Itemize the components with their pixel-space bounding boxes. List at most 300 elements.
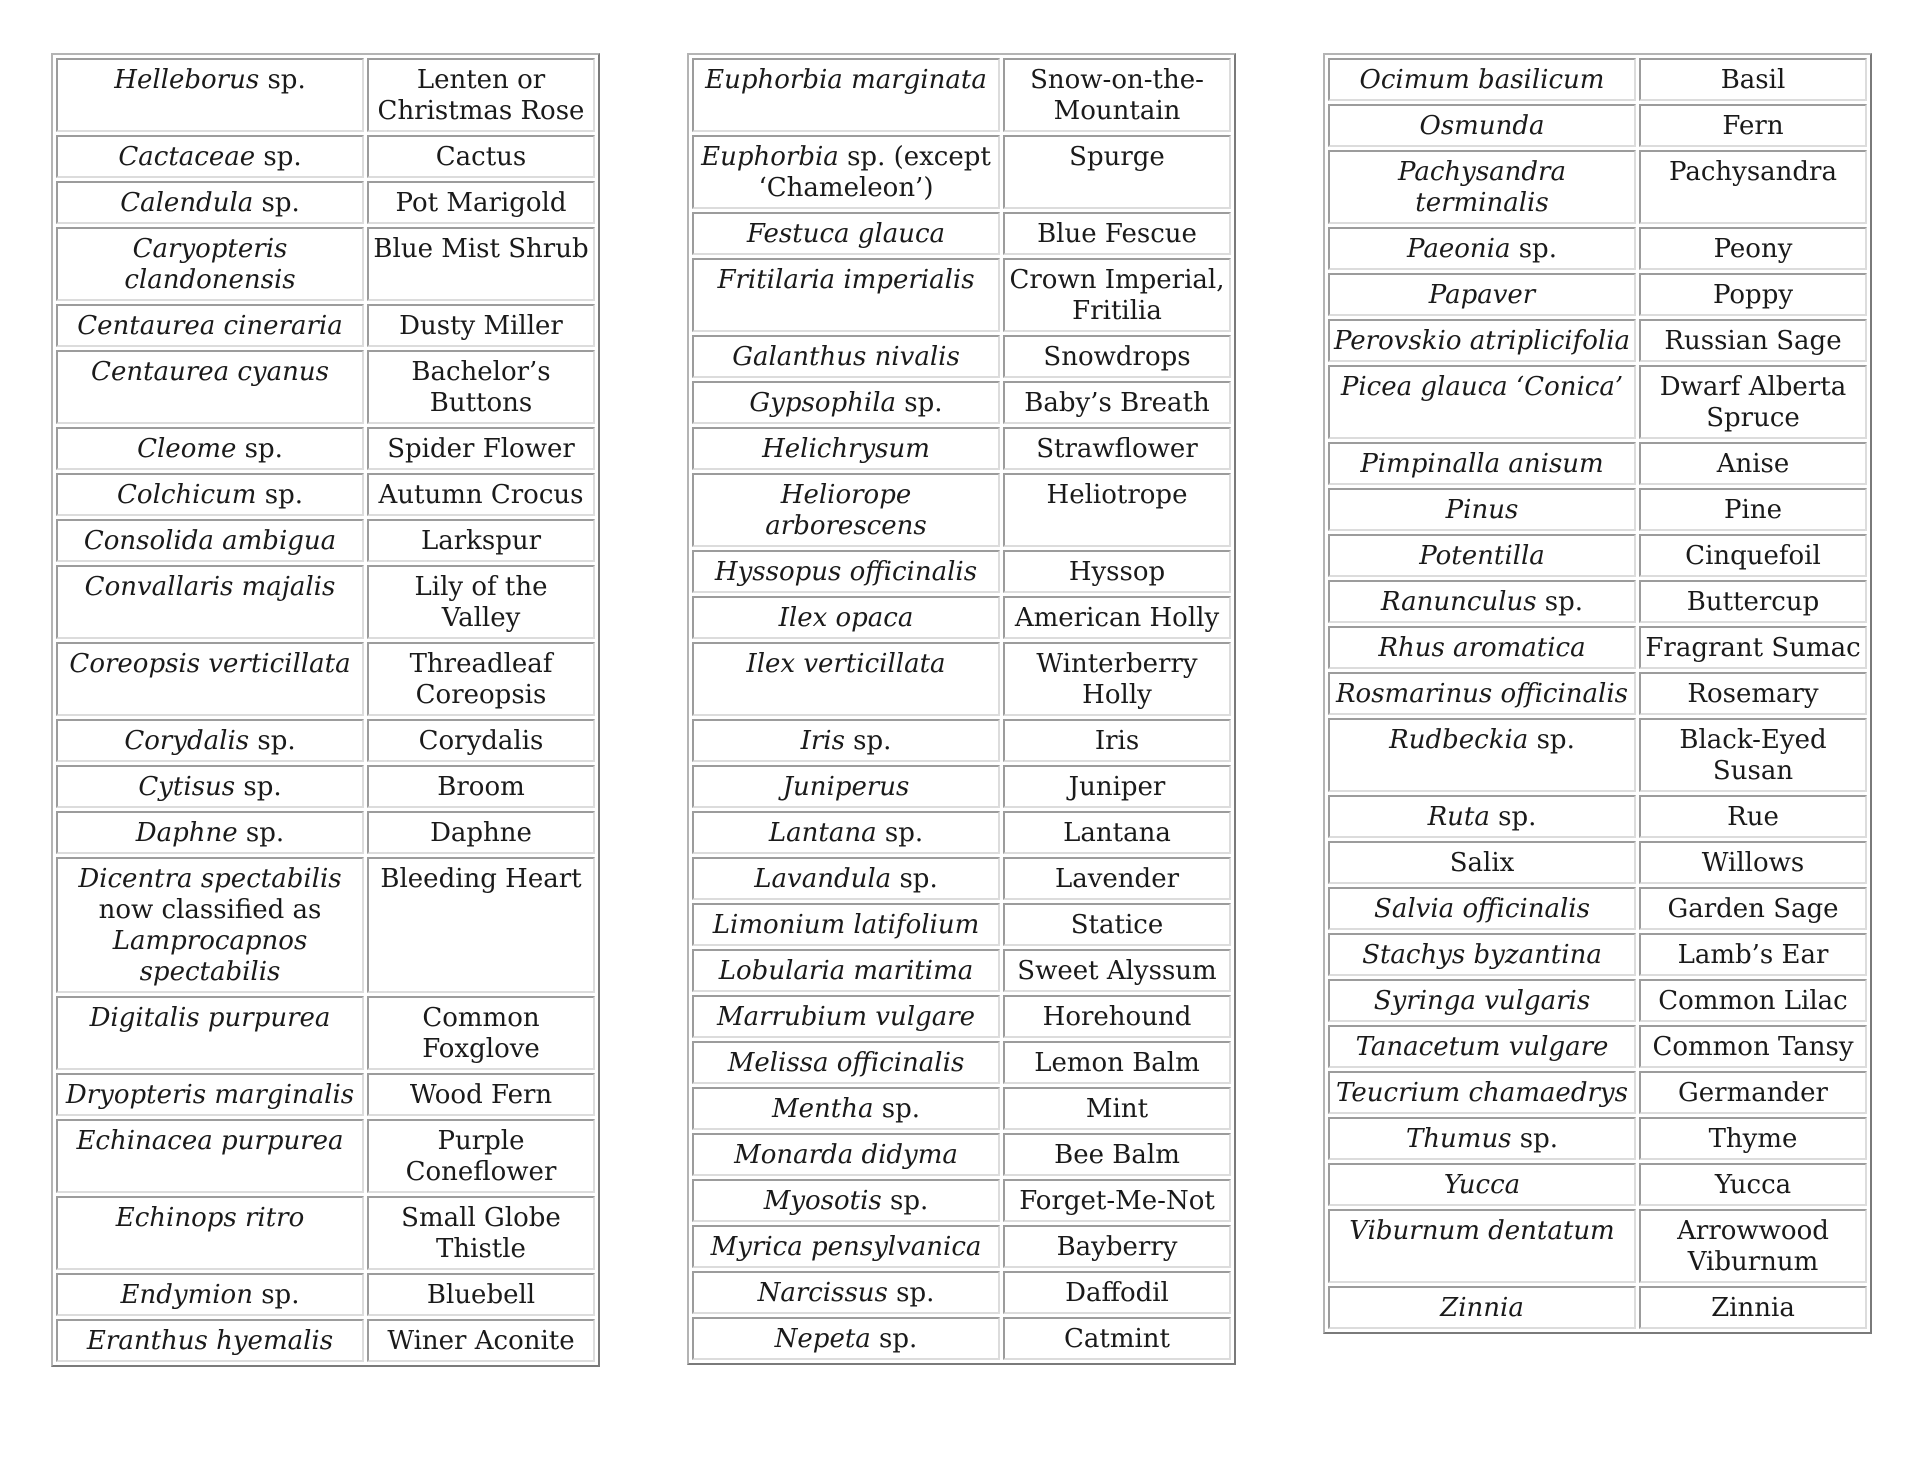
table-row	[56, 1319, 595, 1362]
table-row	[56, 350, 595, 424]
scientific-name: Ranunculus	[1380, 587, 1537, 617]
table-row	[1328, 488, 1867, 531]
scientific-name-cell	[692, 1179, 1000, 1222]
scientific-name-cell	[692, 212, 1000, 255]
table-row	[692, 381, 1231, 424]
scientific-name: Iris	[800, 726, 845, 756]
common-name-cell: Crown Imperial, Fritilia	[1003, 258, 1231, 332]
common-name-cell: Bluebell	[367, 1273, 595, 1316]
scientific-name-suffix: sp.	[236, 434, 283, 464]
scientific-name-cell	[692, 1317, 1000, 1360]
scientific-name: Paeonia	[1407, 234, 1511, 264]
scientific-name-suffix: sp.	[256, 480, 303, 510]
scientific-name: Myosotis	[763, 1186, 882, 1216]
common-name-cell: Heliotrope	[1003, 473, 1231, 547]
scientific-name: Euphorbia	[701, 142, 839, 172]
scientific-name: Potentilla	[1419, 541, 1545, 571]
table-row	[692, 995, 1231, 1038]
table-row	[56, 857, 595, 993]
scientific-name-cell	[692, 381, 1000, 424]
common-name-cell: Horehound	[1003, 995, 1231, 1038]
common-name-cell: Autumn Crocus	[367, 473, 595, 516]
scientific-name-suffix: sp.	[235, 772, 282, 802]
common-name-cell: Juniper	[1003, 765, 1231, 808]
common-name-cell: Lamb’s Ear	[1639, 933, 1867, 976]
table-row	[692, 58, 1231, 132]
table-row	[56, 996, 595, 1070]
common-name-cell: Fragrant Sumac	[1639, 626, 1867, 669]
scientific-name-cell	[56, 304, 364, 347]
table-row	[692, 1271, 1231, 1314]
scientific-name-suffix: sp.	[891, 864, 938, 894]
scientific-name: Convallaris majalis	[84, 572, 336, 602]
table-row	[1328, 1117, 1867, 1160]
common-name-cell: Poppy	[1639, 273, 1867, 316]
scientific-name-cell	[56, 642, 364, 716]
scientific-name-cell	[692, 765, 1000, 808]
table-row	[692, 719, 1231, 762]
scientific-name-cell	[692, 258, 1000, 332]
scientific-name: Corydalis	[124, 726, 250, 756]
common-name-cell: Blue Fescue	[1003, 212, 1231, 255]
scientific-name-suffix: sp.	[873, 1094, 920, 1124]
scientific-name-cell	[1328, 58, 1636, 101]
scientific-name-suffix: sp.	[1536, 587, 1584, 617]
scientific-name-cell	[692, 1271, 1000, 1314]
scientific-name-suffix: sp.	[876, 818, 924, 848]
scientific-name-suffix: sp.	[1528, 725, 1575, 755]
table-row	[56, 765, 595, 808]
table-row	[692, 1225, 1231, 1268]
scientific-name: Euphorbia marginata	[705, 65, 987, 95]
table-row	[692, 765, 1231, 808]
common-name-cell: Lily of the Valley	[367, 565, 595, 639]
scientific-name-cell	[692, 811, 1000, 854]
common-name-cell: Iris	[1003, 719, 1231, 762]
scientific-name: Stachys byzantina	[1362, 940, 1602, 970]
common-name-cell: Garden Sage	[1639, 887, 1867, 930]
common-name-cell: Larkspur	[367, 519, 595, 562]
scientific-name: Pinus	[1445, 495, 1519, 525]
common-name-cell: Basil	[1639, 58, 1867, 101]
table-row	[1328, 227, 1867, 270]
scientific-name-cell	[1328, 672, 1636, 715]
scientific-name: Centaurea cyanus	[91, 357, 329, 387]
table-row	[56, 719, 595, 762]
common-name-cell: Common Lilac	[1639, 979, 1867, 1022]
scientific-name-cell	[56, 765, 364, 808]
scientific-name: Gypsophila	[749, 388, 897, 418]
common-name-cell: Anise	[1639, 442, 1867, 485]
scientific-name-alternate: Lamprocapnos spectabilis	[112, 926, 308, 987]
scientific-name-cell	[56, 58, 364, 132]
scientific-name-suffix: sp.	[870, 1324, 918, 1354]
plant-table-right	[1323, 53, 1872, 1334]
table-row	[1328, 580, 1867, 623]
table-row	[1328, 626, 1867, 669]
scientific-name-suffix: sp. (except ‘Chameleon’)	[758, 142, 991, 203]
table-row	[1328, 1286, 1867, 1329]
scientific-name-suffix: sp.	[249, 726, 296, 756]
scientific-name-cell	[1328, 1163, 1636, 1206]
scientific-name-cell	[1328, 534, 1636, 577]
table-row	[692, 949, 1231, 992]
scientific-name-suffix: sp.	[259, 65, 306, 95]
table-row	[56, 1196, 595, 1270]
scientific-name: Heliorope arborescens	[765, 480, 927, 541]
table-row	[1328, 1025, 1867, 1068]
table-row	[692, 596, 1231, 639]
scientific-name: Mentha	[772, 1094, 874, 1124]
scientific-name-cell	[56, 719, 364, 762]
scientific-name: Consolida ambigua	[83, 526, 337, 556]
scientific-name: Salvia officinalis	[1374, 894, 1590, 924]
scientific-name-cell	[1328, 795, 1636, 838]
table-row	[692, 1317, 1231, 1360]
common-name-cell: Bee Balm	[1003, 1133, 1231, 1176]
table-row	[1328, 979, 1867, 1022]
scientific-name-cell	[1328, 150, 1636, 224]
table-row	[56, 519, 595, 562]
scientific-name: Narcissus	[757, 1278, 888, 1308]
common-name-cell: Purple Coneflower	[367, 1119, 595, 1193]
table-row	[1328, 933, 1867, 976]
scientific-name-cell	[1328, 933, 1636, 976]
common-name-cell: Fern	[1639, 104, 1867, 147]
common-name-cell: Cinquefoil	[1639, 534, 1867, 577]
table-row	[1328, 365, 1867, 439]
common-name-cell: Yucca	[1639, 1163, 1867, 1206]
scientific-name-cell	[692, 550, 1000, 593]
table-row	[1328, 319, 1867, 362]
scientific-name: Rudbeckia	[1389, 725, 1529, 755]
plant-table-left	[51, 53, 600, 1367]
scientific-name: Cytisus	[138, 772, 236, 802]
scientific-name-cell	[692, 473, 1000, 547]
common-name-cell: Wood Fern	[367, 1073, 595, 1116]
scientific-name-cell	[1328, 1025, 1636, 1068]
common-name-cell: Lantana	[1003, 811, 1231, 854]
common-name-cell: Daffodil	[1003, 1271, 1231, 1314]
scientific-name-cell	[56, 811, 364, 854]
scientific-name-cell	[1328, 1117, 1636, 1160]
scientific-name: Juniperus	[782, 772, 910, 802]
table-row	[1328, 150, 1867, 224]
scientific-name-cell	[692, 596, 1000, 639]
scientific-name-suffix: sp.	[844, 726, 892, 756]
plant-table-middle	[687, 53, 1236, 1365]
scientific-name: Ilex verticillata	[746, 649, 946, 679]
scientific-name-suffix: sp.	[887, 1278, 935, 1308]
table-row	[692, 1179, 1231, 1222]
common-name-cell: Broom	[367, 765, 595, 808]
table-row	[56, 1273, 595, 1316]
table-row	[56, 565, 595, 639]
table-row	[56, 427, 595, 470]
common-name-cell: Russian Sage	[1639, 319, 1867, 362]
scientific-name: Monarda didyma	[734, 1140, 958, 1170]
table-row	[1328, 442, 1867, 485]
scientific-name-cell	[1328, 1209, 1636, 1283]
scientific-name-cell	[1328, 273, 1636, 316]
common-name-cell: Pot Marigold	[367, 181, 595, 224]
common-name-cell: Snow-on-the-Mountain	[1003, 58, 1231, 132]
scientific-name: Festuca glauca	[746, 219, 946, 249]
common-name-cell: Rosemary	[1639, 672, 1867, 715]
scientific-name: Teucrium chamaedrys	[1336, 1078, 1628, 1108]
scientific-name-cell	[56, 1319, 364, 1362]
table-row	[56, 1119, 595, 1193]
scientific-name-cell	[692, 949, 1000, 992]
scientific-name-cell	[1328, 104, 1636, 147]
scientific-name-cell	[56, 350, 364, 424]
table-row	[692, 427, 1231, 470]
common-name-cell: Spurge	[1003, 135, 1231, 209]
scientific-name: Rhus aromatica	[1378, 633, 1586, 663]
scientific-name: Cleome	[137, 434, 237, 464]
table-row	[56, 227, 595, 301]
common-name-cell: Bayberry	[1003, 1225, 1231, 1268]
scientific-name-cell	[56, 1196, 364, 1270]
common-name-cell: Daphne	[367, 811, 595, 854]
scientific-name-cell	[56, 227, 364, 301]
table-row	[692, 550, 1231, 593]
scientific-name: Perovskio atriplicifolia	[1333, 326, 1631, 356]
table-row	[1328, 1163, 1867, 1206]
scientific-name: Endymion	[120, 1280, 253, 1310]
scientific-name-cell	[56, 565, 364, 639]
scientific-name: Nepeta	[774, 1324, 871, 1354]
scientific-name: Fritilaria imperialis	[717, 265, 975, 295]
common-name-cell: Bleeding Heart	[367, 857, 595, 993]
scientific-name-cell	[1328, 1071, 1636, 1114]
scientific-name-cell	[1328, 319, 1636, 362]
scientific-name-cell	[692, 642, 1000, 716]
common-name-cell: Thyme	[1639, 1117, 1867, 1160]
common-name-cell: Winterberry Holly	[1003, 642, 1231, 716]
common-name-cell: Threadleaf Coreopsis	[367, 642, 595, 716]
scientific-name: Eranthus hyemalis	[86, 1326, 334, 1356]
scientific-name: Syringa vulgaris	[1373, 986, 1591, 1016]
scientific-name: Calendula	[120, 188, 254, 218]
common-name-cell: Hyssop	[1003, 550, 1231, 593]
common-name-cell: Forget-Me-Not	[1003, 1179, 1231, 1222]
scientific-name: Melissa officinalis	[727, 1048, 965, 1078]
scientific-name-cell	[692, 995, 1000, 1038]
table-row	[1328, 58, 1867, 101]
scientific-name-cell	[56, 1073, 364, 1116]
scientific-name: Ruta	[1427, 802, 1490, 832]
scientific-name-cell	[692, 1133, 1000, 1176]
scientific-name-suffix: sp.	[255, 142, 302, 172]
common-name-cell: Winer Aconite	[367, 1319, 595, 1362]
common-name-cell: Peony	[1639, 227, 1867, 270]
scientific-name-cell	[692, 427, 1000, 470]
scientific-name-cell	[1328, 841, 1636, 884]
table-row	[1328, 672, 1867, 715]
scientific-name: Helleborus	[114, 65, 260, 95]
table-row	[56, 473, 595, 516]
scientific-name: Tanacetum vulgare	[1355, 1032, 1609, 1062]
common-name-cell: Pine	[1639, 488, 1867, 531]
scientific-name: Lavandula	[754, 864, 892, 894]
common-name-cell: Black-Eyed Susan	[1639, 718, 1867, 792]
common-name-cell: Willows	[1639, 841, 1867, 884]
table-row	[692, 135, 1231, 209]
table-row	[692, 903, 1231, 946]
table-row	[692, 473, 1231, 547]
scientific-name-cell	[56, 427, 364, 470]
scientific-name: Hyssopus officinalis	[714, 557, 978, 587]
common-name-cell: Zinnia	[1639, 1286, 1867, 1329]
table-row	[56, 304, 595, 347]
scientific-name: Zinnia	[1440, 1293, 1524, 1323]
scientific-name: Thumus	[1405, 1124, 1512, 1154]
common-name-cell: Cactus	[367, 135, 595, 178]
scientific-name: Ilex opaca	[778, 603, 914, 633]
scientific-name: Yucca	[1443, 1170, 1521, 1200]
scientific-name: Echinops ritro	[115, 1203, 305, 1233]
scientific-name-cell	[56, 1119, 364, 1193]
common-name-cell: Arrowwood Viburnum	[1639, 1209, 1867, 1283]
scientific-name: Ocimum basilicum	[1359, 65, 1605, 95]
table-row	[692, 1087, 1231, 1130]
common-name-cell: Corydalis	[367, 719, 595, 762]
scientific-name: Papaver	[1428, 280, 1536, 310]
common-name-cell: Pachysandra	[1639, 150, 1867, 224]
scientific-name-cell	[1328, 488, 1636, 531]
scientific-name: Colchicum	[117, 480, 257, 510]
scientific-name-cell	[1328, 580, 1636, 623]
table-row	[1328, 718, 1867, 792]
scientific-name: Coreopsis verticillata	[69, 649, 351, 679]
scientific-name: Caryopteris clandonensis	[124, 234, 296, 295]
table-row	[692, 258, 1231, 332]
table-row	[1328, 1071, 1867, 1114]
common-name-cell: Lemon Balm	[1003, 1041, 1231, 1084]
scientific-name-suffix: sp.	[881, 1186, 929, 1216]
scientific-name-cell	[692, 1225, 1000, 1268]
table-row	[1328, 273, 1867, 316]
common-name-cell: Dwarf Alberta Spruce	[1639, 365, 1867, 439]
common-name-cell: Baby’s Breath	[1003, 381, 1231, 424]
scientific-name: Picea glauca ‘Conica’	[1340, 372, 1624, 402]
table-row	[692, 1133, 1231, 1176]
scientific-name: Marrubium vulgare	[716, 1002, 976, 1032]
scientific-name-suffix: sp.	[1511, 1124, 1559, 1154]
scientific-name: Dryopteris marginalis	[65, 1080, 355, 1110]
scientific-name-suffix: sp.	[1489, 802, 1537, 832]
common-name-cell: Strawflower	[1003, 427, 1231, 470]
table-row	[56, 642, 595, 716]
scientific-name: Lantana	[768, 818, 877, 848]
common-name-cell: Spider Flower	[367, 427, 595, 470]
table-row	[1328, 795, 1867, 838]
scientific-name-cell	[1328, 887, 1636, 930]
scientific-name-cell	[692, 719, 1000, 762]
common-name-cell: Blue Mist Shrub	[367, 227, 595, 301]
scientific-name: Helichrysum	[762, 434, 930, 464]
scientific-name-suffix: now classified as	[98, 895, 322, 925]
common-name-cell: Lavender	[1003, 857, 1231, 900]
common-name-cell: Statice	[1003, 903, 1231, 946]
common-name-cell: Rue	[1639, 795, 1867, 838]
scientific-name-cell	[56, 181, 364, 224]
common-name-cell: Common Tansy	[1639, 1025, 1867, 1068]
table-row	[1328, 534, 1867, 577]
scientific-name-cell	[1328, 442, 1636, 485]
scientific-name-cell	[56, 473, 364, 516]
scientific-name-cell	[1328, 365, 1636, 439]
table-row	[56, 811, 595, 854]
scientific-name-suffix: Salix	[1449, 848, 1515, 878]
scientific-name-suffix: sp.	[896, 388, 943, 418]
table-row	[692, 642, 1231, 716]
scientific-name-suffix: sp.	[237, 818, 285, 848]
scientific-name: Echinacea purpurea	[76, 1126, 344, 1156]
common-name-cell: Catmint	[1003, 1317, 1231, 1360]
scientific-name-cell	[56, 1273, 364, 1316]
common-name-cell: Buttercup	[1639, 580, 1867, 623]
common-name-cell: Lenten or Christmas Rose	[367, 58, 595, 132]
common-name-cell: Bachelor’s Buttons	[367, 350, 595, 424]
scientific-name-cell	[1328, 979, 1636, 1022]
table-row	[56, 1073, 595, 1116]
common-name-cell: Germander	[1639, 1071, 1867, 1114]
table-row	[692, 212, 1231, 255]
common-name-cell: Mint	[1003, 1087, 1231, 1130]
scientific-name-suffix: sp.	[253, 188, 300, 218]
scientific-name-cell	[1328, 1286, 1636, 1329]
scientific-name: Pachysandra terminalis	[1398, 157, 1566, 218]
common-name-cell: Sweet Alyssum	[1003, 949, 1231, 992]
scientific-name-cell	[56, 519, 364, 562]
common-name-cell: Snowdrops	[1003, 335, 1231, 378]
table-row	[692, 1041, 1231, 1084]
scientific-name: Galanthus nivalis	[732, 342, 960, 372]
scientific-name-cell	[692, 135, 1000, 209]
common-name-cell: Small Globe Thistle	[367, 1196, 595, 1270]
scientific-name: Osmunda	[1419, 111, 1545, 141]
scientific-name-suffix: sp.	[252, 1280, 300, 1310]
scientific-name: Limonium latifolium	[712, 910, 980, 940]
common-name-cell: Dusty Miller	[367, 304, 595, 347]
table-row	[56, 135, 595, 178]
table-row	[1328, 104, 1867, 147]
table-row	[1328, 887, 1867, 930]
scientific-name-cell	[692, 58, 1000, 132]
scientific-name-cell	[56, 135, 364, 178]
scientific-name-cell	[692, 1041, 1000, 1084]
table-row	[1328, 841, 1867, 884]
scientific-name-suffix: sp.	[1510, 234, 1557, 264]
table-row	[1328, 1209, 1867, 1283]
scientific-name-cell	[56, 857, 364, 993]
scientific-name: Centaurea cineraria	[77, 311, 343, 341]
scientific-name-cell	[1328, 626, 1636, 669]
scientific-name-cell	[692, 857, 1000, 900]
common-name-cell: Common Foxglove	[367, 996, 595, 1070]
scientific-name-cell	[692, 335, 1000, 378]
table-row	[692, 857, 1231, 900]
scientific-name-cell	[1328, 718, 1636, 792]
scientific-name-cell	[692, 903, 1000, 946]
scientific-name: Rosmarinus officinalis	[1335, 679, 1629, 709]
scientific-name: Pimpinalla anisum	[1360, 449, 1604, 479]
common-name-cell: American Holly	[1003, 596, 1231, 639]
scientific-name-cell	[1328, 227, 1636, 270]
table-row	[692, 335, 1231, 378]
